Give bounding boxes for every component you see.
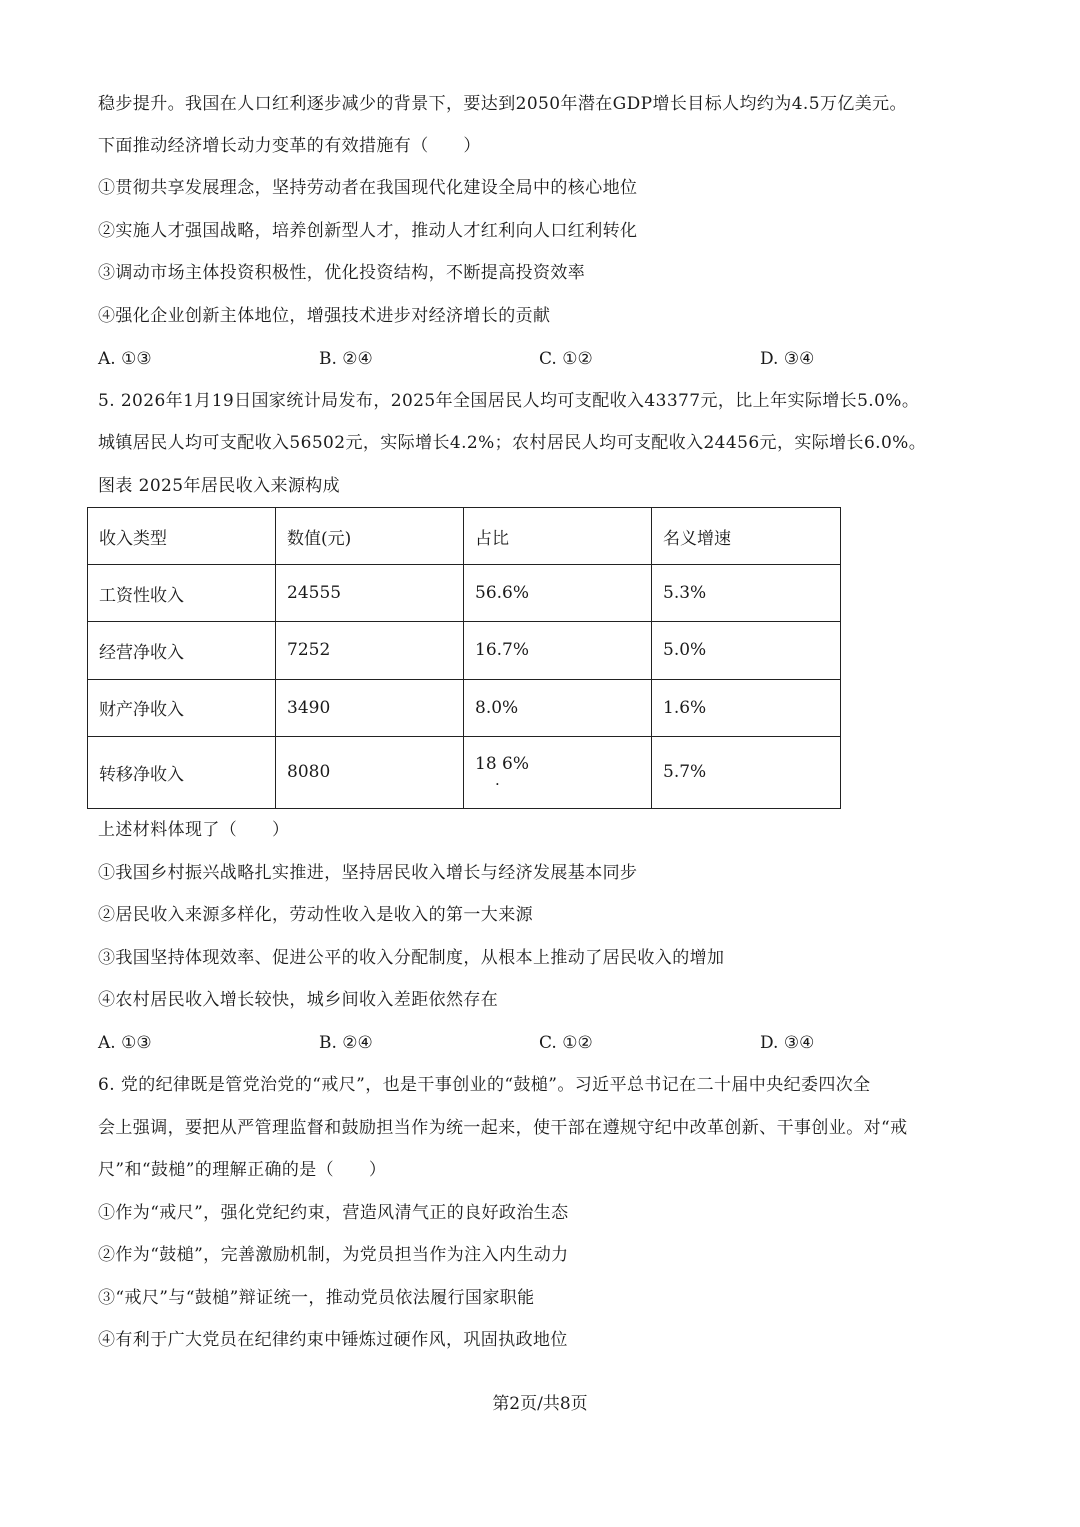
q4-text-line-2: 下面推动经济增长动力变革的有效措施有（ ） bbox=[98, 136, 481, 156]
table-cell: 5.7% bbox=[652, 736, 841, 808]
table-row bbox=[88, 622, 841, 679]
q5-statement-3: ③我国坚持体现效率、促进公平的收入分配制度，从根本上推动了居民收入的增加 bbox=[98, 948, 725, 968]
q5-option-a: A. ①③ bbox=[98, 1033, 152, 1053]
q4-statement-2: ②实施人才强国战略，培养创新型人才，推动人才红利向人口红利转化 bbox=[98, 221, 638, 241]
table-cell: 经营净收入 bbox=[88, 622, 276, 679]
table-cell: 3490 bbox=[276, 679, 464, 736]
header-share: 占比 bbox=[464, 508, 652, 565]
q4-option-a: A. ①③ bbox=[98, 349, 152, 369]
q6-statement-4: ④有利于广大党员在纪律约束中锤炼过硬作风，巩固执政地位 bbox=[98, 1330, 568, 1350]
q5-text-line-2: 城镇居民人均可支配收入56502元，实际增长4.2%；农村居民人均可支配收入24456元，实际增长6.0%。 bbox=[98, 433, 927, 453]
table-row bbox=[88, 679, 841, 736]
table-cell: 5.0% bbox=[652, 622, 841, 679]
q4-option-d: D. ③④ bbox=[760, 349, 815, 369]
table-cell: 16.7% bbox=[464, 622, 652, 679]
table-cell: 工资性收入 bbox=[88, 565, 276, 622]
header-value: 数值(元) bbox=[276, 508, 464, 565]
stray-mark: · bbox=[495, 774, 500, 793]
table-cell: 7252 bbox=[276, 622, 464, 679]
q4-option-b: B. ②④ bbox=[319, 349, 373, 369]
q4-statement-1: ①贯彻共享发展理念，坚持劳动者在我国现代化建设全局中的核心地位 bbox=[98, 178, 638, 198]
table-cell: 5.3% bbox=[652, 565, 841, 622]
q5-statement-4: ④农村居民收入增长较快，城乡间收入差距依然存在 bbox=[98, 990, 499, 1010]
table-cell: 财产净收入 bbox=[88, 679, 276, 736]
q6-text-line-3: 尺”和“鼓槌”的理解正确的是（ ） bbox=[98, 1160, 387, 1180]
q6-statement-1: ①作为“戒尺”，强化党纪约束，营造风清气正的良好政治生态 bbox=[98, 1203, 569, 1223]
table-cell: 8.0% bbox=[464, 679, 652, 736]
q5-statement-1: ①我国乡村振兴战略扎实推进，坚持居民收入增长与经济发展基本同步 bbox=[98, 863, 638, 883]
q5-stem: 上述材料体现了（ ） bbox=[98, 820, 290, 840]
q4-statement-4: ④强化企业创新主体地位，增强技术进步对经济增长的贡献 bbox=[98, 306, 551, 326]
q6-statement-3: ③“戒尺”与“鼓槌”辩证统一，推动党员依法履行国家职能 bbox=[98, 1288, 535, 1308]
table-cell: 56.6% bbox=[464, 565, 652, 622]
q5-statement-2: ②居民收入来源多样化，劳动性收入是收入的第一大来源 bbox=[98, 905, 533, 925]
q4-statement-3: ③调动市场主体投资积极性，优化投资结构，不断提高投资效率 bbox=[98, 263, 586, 283]
table-row bbox=[88, 565, 841, 622]
cell-value: 18 6% bbox=[475, 753, 530, 774]
table-cell: 8080 bbox=[276, 736, 464, 808]
q5-table-caption: 图表 2025年居民收入来源构成 bbox=[98, 476, 341, 496]
q4-text-line-1: 稳步提升。我国在人口红利逐步减少的背景下，要达到2050年潜在GDP增长目标人均约为4.5万亿美元。 bbox=[98, 94, 907, 114]
q5-option-b: B. ②④ bbox=[319, 1033, 373, 1053]
income-source-table bbox=[87, 507, 841, 809]
table-cell bbox=[464, 736, 652, 808]
page-footer: 第2页/共8页 bbox=[492, 1394, 588, 1414]
q6-text-line-1: 6. 党的纪律既是管党治党的“戒尺”，也是干事创业的“鼓槌”。习近平总书记在二十届中央纪委四次全 bbox=[98, 1075, 871, 1095]
table-cell: 转移净收入 bbox=[88, 736, 276, 808]
q4-option-c: C. ①② bbox=[539, 349, 593, 369]
q5-option-d: D. ③④ bbox=[760, 1033, 815, 1053]
header-nominal-growth: 名义增速 bbox=[652, 508, 841, 565]
q6-statement-2: ②作为“鼓槌”，完善激励机制，为党员担当作为注入内生动力 bbox=[98, 1245, 569, 1265]
table-row bbox=[88, 736, 841, 808]
q5-text-line-1: 5. 2026年1月19日国家统计局发布，2025年全国居民人均可支配收入43377元，比上年实际增长5.0%。 bbox=[98, 391, 920, 411]
table-header-row bbox=[88, 508, 841, 565]
table-cell: 24555 bbox=[276, 565, 464, 622]
table-cell: 1.6% bbox=[652, 679, 841, 736]
header-income-type: 收入类型 bbox=[88, 508, 276, 565]
q6-text-line-2: 会上强调，要把从严管理监督和鼓励担当作为统一起来，使干部在遵规守纪中改革创新、干事创业。对“戒 bbox=[98, 1118, 908, 1138]
q5-option-c: C. ①② bbox=[539, 1033, 593, 1053]
